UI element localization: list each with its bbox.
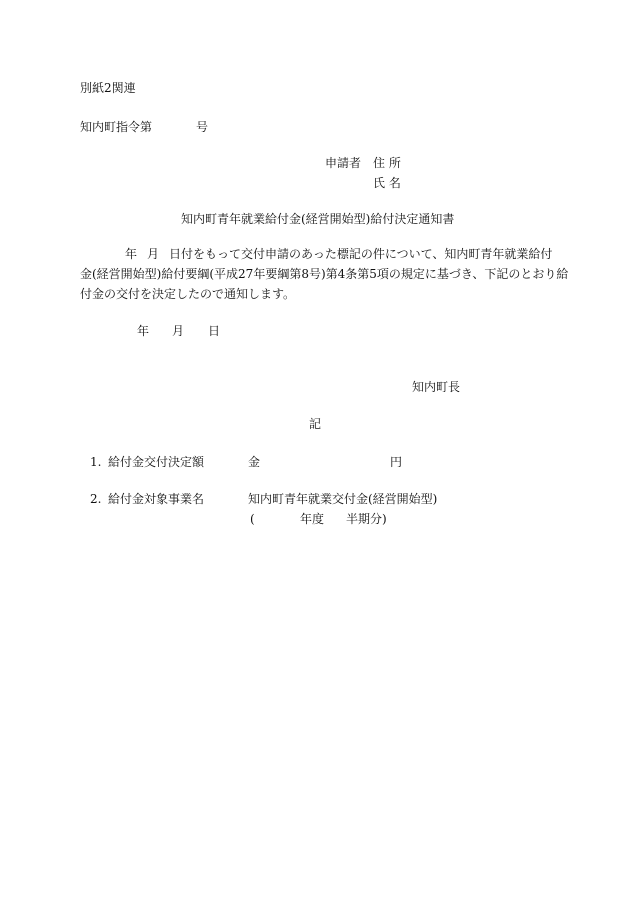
item-2-number: 2. [90, 492, 102, 506]
item-2-fiscal-year: 年度 [300, 512, 325, 526]
item-1-prefix: 金 [248, 455, 261, 469]
body-line-1 [80, 244, 552, 264]
issuer-name: 知内町長 [412, 380, 461, 394]
document-title: 知内町青年就業給付金(経営開始型)給付決定通知書 [181, 212, 455, 226]
directive-number-prefix: 知内町指令第 [80, 120, 153, 134]
body-line-3: 付金の交付を決定したので通知します。 [80, 287, 296, 301]
body-year: 年 [125, 247, 138, 261]
date-month: 月 [172, 324, 185, 338]
date-day: 日 [208, 324, 221, 338]
name-label: 氏 名 [373, 176, 401, 190]
address-label: 住 所 [373, 156, 401, 170]
item-2-value: 知内町青年就業交付金(経営開始型) [248, 492, 438, 506]
applicant-label: 申請者 [325, 156, 362, 170]
body-paragraph [80, 244, 569, 304]
item-1-suffix: 円 [390, 455, 403, 469]
item-2-half-period: 半期分) [346, 512, 387, 526]
directive-number-suffix: 号 [196, 120, 209, 134]
ki-heading: 記 [309, 417, 322, 431]
body-month: 月 [147, 247, 160, 261]
item-1-label: 給付金交付決定額 [108, 455, 205, 469]
body-line-2: 金(経営開始型)給付要綱(平成27年要綱第8号)第4条第5項の規定に基づき、下記のとおり給 [80, 267, 569, 281]
body-line-1-text: 日付をもって交付申請のあった標記の件について、知内町青年就業給付 [169, 247, 553, 261]
date-year: 年 [137, 324, 150, 338]
item-1-number: 1. [90, 455, 102, 469]
item-2-paren-open: ( [250, 512, 255, 526]
item-2-label: 給付金対象事業名 [108, 492, 205, 506]
reference-label: 別紙2関連 [80, 81, 136, 95]
